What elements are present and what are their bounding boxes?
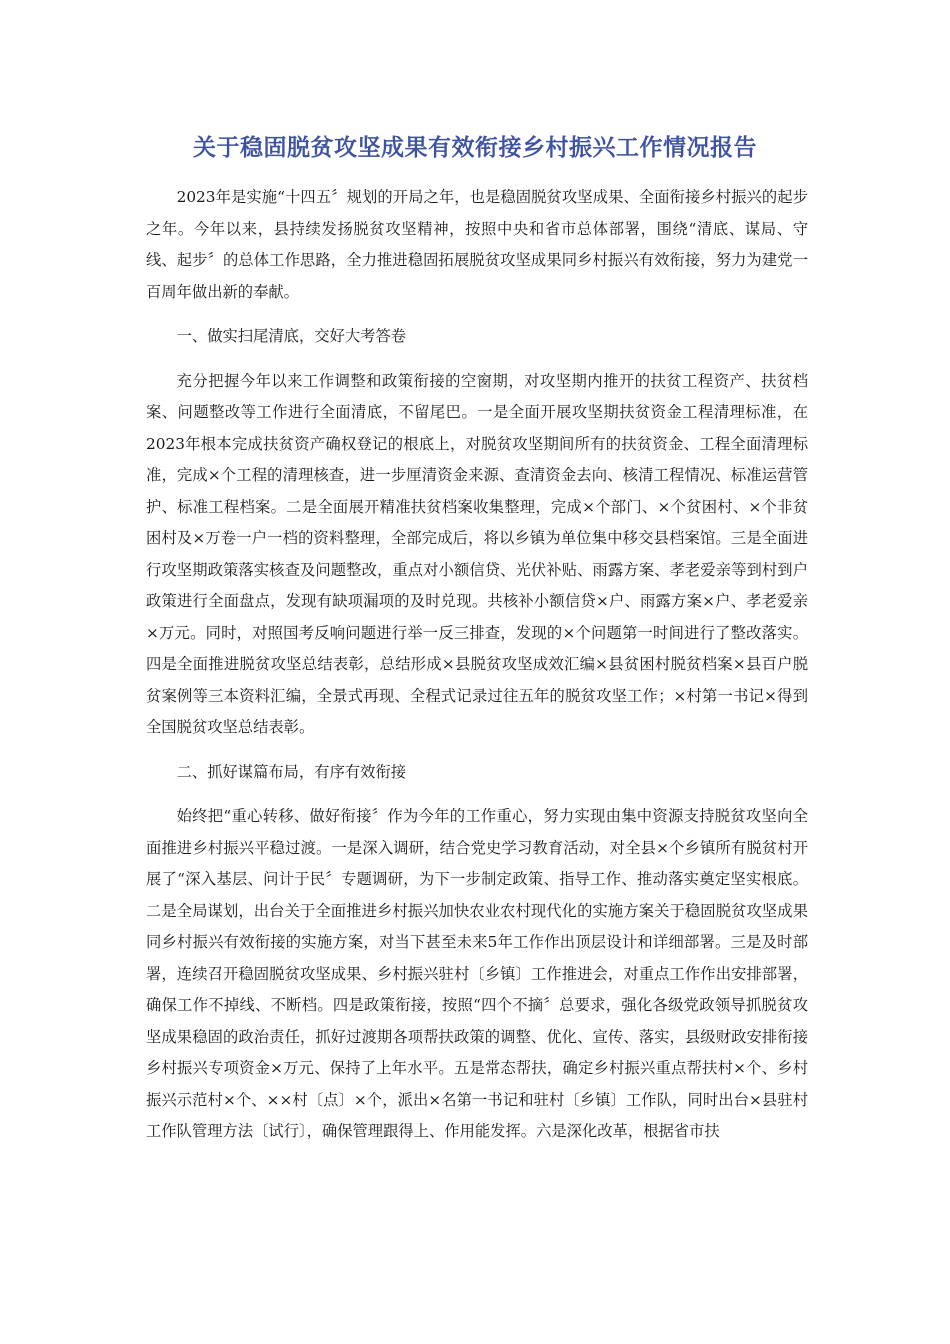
paragraph-section-2: 始终把“重心转移、做好衔接〞作为今年的工作重心，努力实现由集中资源支持脱贫攻坚向全面推进乡村振兴平稳过渡。一是深入调研，结合党史学习教育活动，对全县×个乡镇所有脱贫村开展了“深入基层、问计于民〞专题调研，为下一步制定政策、指导工作、推动落实奠定坚实根底。二是全局谋划，出台关于全面推进乡村振兴加快农业农村现代化的实施方案关于稳固脱贫攻坚成果同乡村振兴有效衔接的实施方案，对当下甚至未来5年工作作出顶层设计和详细部署。三是及时部署，连续召开稳固脱贫攻坚成果、乡村振兴驻村〔乡镇〕工作推进会，对重点工作作出安排部署，确保工作不掉线、不断档。四是政策衔接，按照“四个不摘〞总要求，强化各级党政领导抓脱贫攻坚成果稳固的政治责任，抓好过渡期各项帮扶政策的调整、优化、宣传、落实，县级财政安排衔接乡村振兴专项资金×万元、保持了上年水平。五是常态帮扶，确定乡村振兴重点帮扶村×个、乡村振兴示范村×个、××村〔点〕×个，派出×名第一书记和驻村〔乡镇〕工作队，同时出台×县驻村工作队管理方法〔试行〕，确保管理跟得上、作用能发挥。六是深化改革，根据省市扶 — [146, 807, 808, 1140]
paragraph-intro: 2023年是实施“十四五〞规划的开局之年，也是稳固脱贫攻坚成果、全面衔接乡村振兴的起步之年。今年以来，县持续发扬脱贫攻坚精神，按照中央和省市总体部署，围绕“清底、谋局、守线、起步〞的总体工作思路，全力推进稳固拓展脱贫攻坚成果同乡村振兴有效衔接，努力为建党一百周年做出新的奉献。 — [146, 188, 808, 301]
section-heading-1: 一、做实扫尾清底，交好大考答卷 — [176, 327, 407, 345]
section-heading-2: 二、抓好谋篇布局，有序有效衔接 — [176, 762, 407, 781]
document-title: 关于稳固脱贫攻坚成果有效衔接乡村振兴工作情况报告 — [193, 135, 757, 161]
paragraph-section-1: 充分把握今年以来工作调整和政策衔接的空窗期，对攻坚期内推开的扶贫工程资产、扶贫档案、问题整改等工作进行全面清底，不留尾巴。一是全面开展攻坚期扶贫资金工程清理标准，在2023年根本完成扶贫资产确权登记的根底上，对脱贫攻坚期间所有的扶贫资金、工程全面清理标准，完成×个工程的清理核查，进一步厘清资金来源、查清资金去向、核清工程情况、标准运营管护、标准工程档案。二是全面展开精准扶贫档案收集整理，完成×个部门、×个贫困村、×个非贫困村及×万卷一户一档的资料整理，全部完成后，将以乡镇为单位集中移交县档案馆。三是全面进行攻坚期政策落实核查及问题整改，重点对小额信贷、光伏补贴、雨露方案、孝老爱亲等到村到户政策进行全面盘点，发现有缺项漏项的及时兑现。共核补小额信贷×户、雨露方案×户、孝老爱亲×万元。同时，对照国考反响问题进行举一反三排查，发现的×个问题第一时间进行了整改落实。四是全面推进脱贫攻坚总结表彰，总结形成×县脱贫攻坚成效汇编×县贫困村脱贫档案×县百户脱贫案例等三本资料汇编，全景式再现、全程式记录过往五年的脱贫攻坚工作；×村第一书记×得到全国脱贫攻坚总结表彰。 — [146, 371, 808, 736]
document-body — [146, 182, 808, 1161]
